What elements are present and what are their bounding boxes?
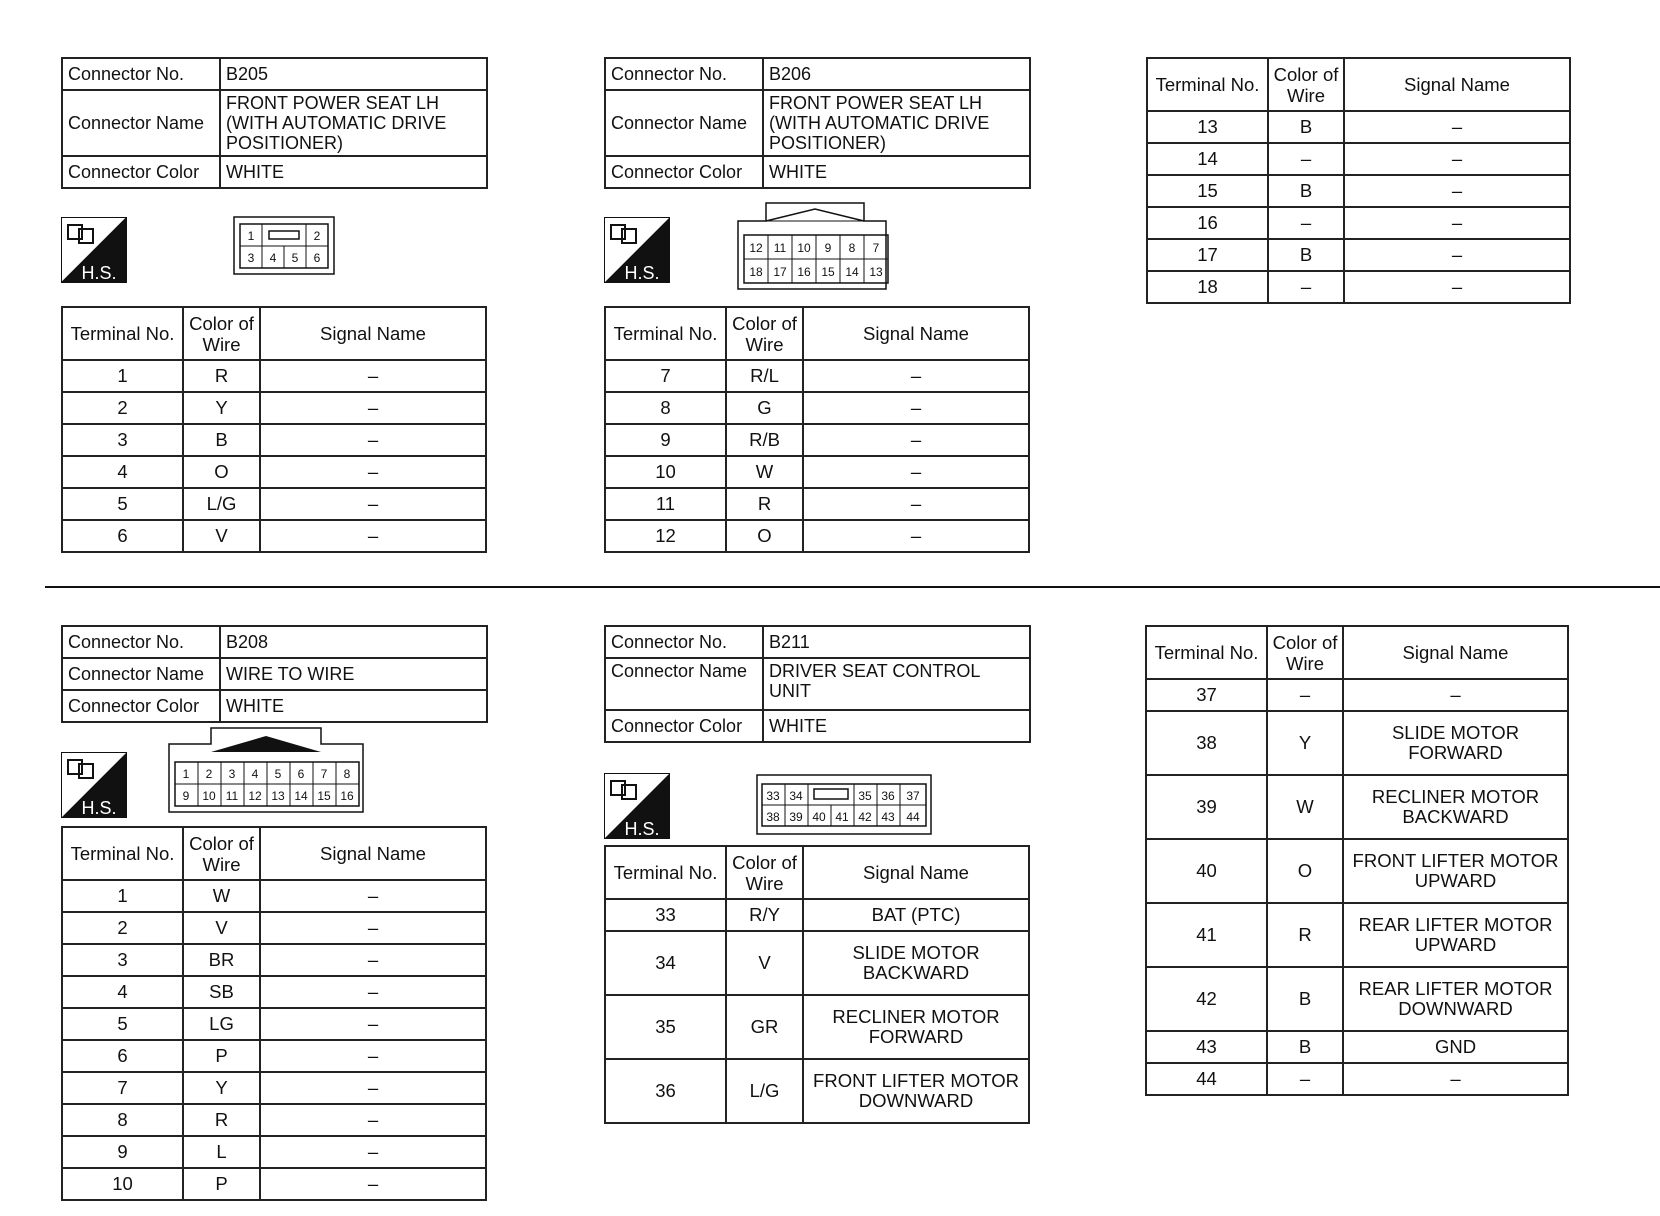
wire-color-cell: V [726, 931, 803, 995]
terminal-no-cell: 5 [62, 1008, 183, 1040]
wire-color-cell: G [726, 392, 803, 424]
wire-color-cell: R/Y [726, 899, 803, 931]
pin-label: 7 [872, 241, 880, 255]
wire-color-cell: R/B [726, 424, 803, 456]
signal-name-cell: – [260, 1104, 486, 1136]
terminal-no-cell: 16 [1147, 207, 1268, 239]
wire-color-cell: GR [726, 995, 803, 1059]
terminal-no-cell: 6 [62, 1040, 183, 1072]
wire-color-cell: L/G [183, 488, 260, 520]
b205-terminal-table [61, 306, 487, 553]
connector-name-label: Connector Name [62, 658, 220, 690]
b205-connector-face [233, 216, 335, 276]
signal-name-cell: – [1344, 143, 1570, 175]
pin-label: 4 [251, 767, 259, 781]
wire-color-cell: – [1267, 679, 1343, 711]
table-row [1146, 775, 1568, 839]
table-row [605, 424, 1029, 456]
connector-color-label: Connector Color [605, 156, 763, 188]
b206-terminal-table [604, 306, 1030, 553]
pin-label: 5 [291, 251, 299, 265]
wire-color-cell: Y [183, 392, 260, 424]
pin-label: 15 [821, 265, 835, 279]
signal-name-header: Signal Name [260, 307, 486, 360]
signal-name-cell: – [260, 1168, 486, 1200]
wire-color-cell: BR [183, 944, 260, 976]
pin-label: 39 [789, 810, 803, 824]
wire-color-cell: – [1268, 207, 1344, 239]
terminal-no-cell: 10 [605, 456, 726, 488]
b211-terminal-table [604, 845, 1030, 1124]
terminal-no-cell: 41 [1146, 903, 1267, 967]
signal-name-cell: – [260, 456, 486, 488]
connector-color-value: WHITE [220, 690, 487, 722]
signal-name-header: Signal Name [803, 846, 1029, 899]
terminal-no-header: Terminal No. [605, 846, 726, 899]
b208-connector-info [61, 625, 488, 723]
pin-label: 37 [906, 789, 920, 803]
wire-color-cell: LG [183, 1008, 260, 1040]
table-row [62, 488, 486, 520]
table-row [1146, 903, 1568, 967]
terminal-no-header: Terminal No. [605, 307, 726, 360]
table-row [1146, 711, 1568, 775]
pin-label: 18 [749, 265, 763, 279]
connector-color-value: WHITE [763, 156, 1030, 188]
pin-label: 10 [797, 241, 811, 255]
pin-label: 12 [248, 789, 262, 803]
signal-name-cell: – [803, 424, 1029, 456]
connector-no-value: B211 [763, 626, 1030, 658]
pin-label: 9 [182, 789, 190, 803]
terminal-no-cell: 4 [62, 456, 183, 488]
wire-color-cell: – [1267, 1063, 1343, 1095]
table-row [62, 456, 486, 488]
terminal-no-cell: 6 [62, 520, 183, 552]
table-row [1147, 111, 1570, 143]
pin-label: 8 [343, 767, 351, 781]
pin-label: 8 [848, 241, 856, 255]
terminal-no-cell: 12 [605, 520, 726, 552]
b211-terminal-table-continued [1145, 625, 1569, 1096]
terminal-no-cell: 7 [62, 1072, 183, 1104]
signal-name-cell: – [803, 520, 1029, 552]
signal-name-cell: – [260, 488, 486, 520]
table-row [62, 1136, 486, 1168]
signal-name-cell: – [260, 976, 486, 1008]
signal-name-cell: – [1343, 1063, 1568, 1095]
table-row [1147, 239, 1570, 271]
signal-name-cell: BAT (PTC) [803, 899, 1029, 931]
signal-name-cell: – [260, 520, 486, 552]
terminal-no-cell: 11 [605, 488, 726, 520]
b211-connector-face [756, 774, 932, 836]
wire-color-cell: L [183, 1136, 260, 1168]
color-of-wire-header: Color of Wire [726, 307, 803, 360]
table-row [62, 976, 486, 1008]
signal-name-header: Signal Name [1343, 626, 1568, 679]
table-row [62, 520, 486, 552]
terminal-no-cell: 43 [1146, 1031, 1267, 1063]
terminal-no-cell: 33 [605, 899, 726, 931]
signal-name-cell: – [260, 1136, 486, 1168]
pin-label: H.S. [81, 798, 117, 818]
pin-label: 35 [858, 789, 872, 803]
connector-no-value: B205 [220, 58, 487, 90]
pin-label: 17 [773, 265, 787, 279]
signal-name-cell: RECLINER MOTOR BACKWARD [1343, 775, 1568, 839]
pin-label: 43 [881, 810, 895, 824]
terminal-no-cell: 7 [605, 360, 726, 392]
signal-name-cell: – [1343, 679, 1568, 711]
table-row [605, 995, 1029, 1059]
signal-name-cell: RECLINER MOTOR FORWARD [803, 995, 1029, 1059]
pin-label: 12 [749, 241, 763, 255]
connector-color-label: Connector Color [62, 690, 220, 722]
table-row [605, 488, 1029, 520]
pin-label: 2 [205, 767, 213, 781]
terminal-no-cell: 37 [1146, 679, 1267, 711]
table-row [62, 1168, 486, 1200]
wire-color-cell: B [1268, 175, 1344, 207]
color-of-wire-header: Color of Wire [1268, 58, 1344, 111]
pin-label: 13 [869, 265, 883, 279]
wire-color-cell: O [726, 520, 803, 552]
signal-name-cell: – [260, 1072, 486, 1104]
wire-color-cell: P [183, 1168, 260, 1200]
table-row [62, 1104, 486, 1136]
connector-color-label: Connector Color [62, 156, 220, 188]
table-row [62, 944, 486, 976]
terminal-no-cell: 10 [62, 1168, 183, 1200]
pin-label: 5 [274, 767, 282, 781]
table-row [62, 1072, 486, 1104]
pin-label: 3 [228, 767, 236, 781]
pin-label: 4 [269, 251, 277, 265]
pin-label: 6 [297, 767, 305, 781]
table-row [1147, 271, 1570, 303]
table-row [605, 931, 1029, 995]
terminal-no-cell: 15 [1147, 175, 1268, 207]
terminal-no-cell: 2 [62, 392, 183, 424]
terminal-no-header: Terminal No. [1147, 58, 1268, 111]
terminal-no-cell: 39 [1146, 775, 1267, 839]
terminal-no-cell: 42 [1146, 967, 1267, 1031]
wire-color-cell: – [1268, 271, 1344, 303]
terminal-no-cell: 3 [62, 424, 183, 456]
connector-color-value: WHITE [220, 156, 487, 188]
b206-connector-face [736, 201, 894, 291]
terminal-no-header: Terminal No. [62, 827, 183, 880]
signal-name-cell: GND [1343, 1031, 1568, 1063]
color-of-wire-header: Color of Wire [1267, 626, 1343, 679]
b208-terminal-table [61, 826, 487, 1201]
terminal-no-cell: 8 [605, 392, 726, 424]
signal-name-cell: – [1344, 271, 1570, 303]
color-of-wire-header: Color of Wire [183, 307, 260, 360]
wire-color-cell: B [1268, 111, 1344, 143]
signal-name-cell: – [260, 912, 486, 944]
pin-label: 34 [789, 789, 803, 803]
pin-label: 15 [317, 789, 331, 803]
wire-color-cell: W [726, 456, 803, 488]
b206-connector-info [604, 57, 1031, 189]
terminal-no-header: Terminal No. [1146, 626, 1267, 679]
pin-label: H.S. [624, 263, 660, 283]
pin-label: 36 [881, 789, 895, 803]
terminal-no-cell: 40 [1146, 839, 1267, 903]
harness-side-icon [61, 217, 127, 283]
table-row [1146, 1031, 1568, 1063]
signal-name-cell: FRONT LIFTER MOTOR UPWARD [1343, 839, 1568, 903]
wire-color-cell: O [183, 456, 260, 488]
pin-label: 40 [812, 810, 826, 824]
pin-label: 11 [225, 789, 239, 803]
wire-color-cell: Y [1267, 711, 1343, 775]
wire-color-cell: R [183, 360, 260, 392]
table-row [1146, 679, 1568, 711]
terminal-no-cell: 36 [605, 1059, 726, 1123]
wire-color-cell: R/L [726, 360, 803, 392]
connector-name-label: Connector Name [605, 658, 763, 710]
table-row [62, 912, 486, 944]
signal-name-cell: – [1344, 207, 1570, 239]
signal-name-header: Signal Name [803, 307, 1029, 360]
b206-terminal-table-continued [1146, 57, 1571, 304]
table-row [1146, 967, 1568, 1031]
pin-label: 3 [247, 251, 255, 265]
table-row [1147, 175, 1570, 207]
signal-name-cell: – [803, 360, 1029, 392]
signal-name-cell: REAR LIFTER MOTOR UPWARD [1343, 903, 1568, 967]
connector-name-value: WIRE TO WIRE [220, 658, 487, 690]
signal-name-cell: REAR LIFTER MOTOR DOWNWARD [1343, 967, 1568, 1031]
connector-color-value: WHITE [763, 710, 1030, 742]
pin-label: 14 [845, 265, 859, 279]
terminal-no-cell: 35 [605, 995, 726, 1059]
section-divider [45, 586, 1660, 588]
signal-name-header: Signal Name [1344, 58, 1570, 111]
pin-label: 33 [766, 789, 780, 803]
b211-connector-info [604, 625, 1031, 743]
terminal-no-cell: 3 [62, 944, 183, 976]
signal-name-cell: – [803, 456, 1029, 488]
pin-label: 2 [313, 229, 321, 243]
signal-name-cell: – [260, 392, 486, 424]
table-row [605, 1059, 1029, 1123]
pin-label: 14 [294, 789, 308, 803]
connector-no-value: B206 [763, 58, 1030, 90]
pin-label: 38 [766, 810, 780, 824]
table-row [1146, 839, 1568, 903]
table-row [1146, 1063, 1568, 1095]
terminal-no-header: Terminal No. [62, 307, 183, 360]
pin-label: 1 [247, 229, 255, 243]
terminal-no-cell: 38 [1146, 711, 1267, 775]
table-row [605, 899, 1029, 931]
table-row [62, 360, 486, 392]
harness-side-icon [604, 773, 670, 839]
pin-label: 41 [835, 810, 849, 824]
wire-color-cell: P [183, 1040, 260, 1072]
pin-label: 42 [858, 810, 872, 824]
terminal-no-cell: 14 [1147, 143, 1268, 175]
terminal-no-cell: 9 [605, 424, 726, 456]
signal-name-cell: – [1344, 111, 1570, 143]
signal-name-header: Signal Name [260, 827, 486, 880]
wire-color-cell: V [183, 912, 260, 944]
terminal-no-cell: 17 [1147, 239, 1268, 271]
b208-connector-face [167, 726, 367, 814]
signal-name-cell: – [803, 392, 1029, 424]
signal-name-cell: SLIDE MOTOR FORWARD [1343, 711, 1568, 775]
hs-label: H.S. [81, 263, 117, 283]
wire-color-cell: W [183, 880, 260, 912]
table-row [62, 880, 486, 912]
harness-side-icon [61, 752, 127, 818]
terminal-no-cell: 1 [62, 360, 183, 392]
signal-name-cell: – [260, 424, 486, 456]
pin-label: 9 [824, 241, 832, 255]
terminal-no-cell: 2 [62, 912, 183, 944]
wire-color-cell: L/G [726, 1059, 803, 1123]
terminal-no-cell: 1 [62, 880, 183, 912]
table-row [62, 424, 486, 456]
wire-color-cell: B [1267, 967, 1343, 1031]
wire-color-cell: R [183, 1104, 260, 1136]
connector-color-label: Connector Color [605, 710, 763, 742]
pin-label: 10 [202, 789, 216, 803]
signal-name-cell: – [803, 488, 1029, 520]
signal-name-cell: FRONT LIFTER MOTOR DOWNWARD [803, 1059, 1029, 1123]
table-row [1147, 143, 1570, 175]
connector-no-label: Connector No. [62, 58, 220, 90]
table-row [605, 392, 1029, 424]
connector-no-label: Connector No. [605, 626, 763, 658]
pin-label: 11 [773, 241, 787, 255]
terminal-no-cell: 13 [1147, 111, 1268, 143]
color-of-wire-header: Color of Wire [726, 846, 803, 899]
terminal-no-cell: 8 [62, 1104, 183, 1136]
wire-color-cell: O [1267, 839, 1343, 903]
pin-label: H.S. [624, 819, 660, 839]
wire-color-cell: B [1268, 239, 1344, 271]
terminal-no-cell: 4 [62, 976, 183, 1008]
table-row [605, 520, 1029, 552]
wire-color-cell: R [726, 488, 803, 520]
wire-color-cell: V [183, 520, 260, 552]
terminal-no-cell: 5 [62, 488, 183, 520]
table-row [62, 1008, 486, 1040]
table-row [605, 456, 1029, 488]
wire-color-cell: Y [183, 1072, 260, 1104]
pin-label: 13 [271, 789, 285, 803]
signal-name-cell: – [260, 880, 486, 912]
b205-connector-info [61, 57, 488, 189]
signal-name-cell: – [260, 944, 486, 976]
connector-no-label: Connector No. [62, 626, 220, 658]
signal-name-cell: – [260, 1040, 486, 1072]
harness-side-icon [604, 217, 670, 283]
terminal-no-cell: 18 [1147, 271, 1268, 303]
terminal-no-cell: 9 [62, 1136, 183, 1168]
signal-name-cell: – [260, 1008, 486, 1040]
color-of-wire-header: Color of Wire [183, 827, 260, 880]
signal-name-cell: – [260, 360, 486, 392]
pin-label: 16 [340, 789, 354, 803]
pin-label: 44 [906, 810, 920, 824]
connector-name-value: DRIVER SEAT CONTROL UNIT [763, 658, 1030, 710]
signal-name-cell: SLIDE MOTOR BACKWARD [803, 931, 1029, 995]
wire-color-cell: B [183, 424, 260, 456]
signal-name-cell: – [1344, 175, 1570, 207]
connector-name-value: FRONT POWER SEAT LH (WITH AUTOMATIC DRIVE POSITIONER) [763, 90, 1030, 156]
wire-color-cell: SB [183, 976, 260, 1008]
wire-color-cell: W [1267, 775, 1343, 839]
table-row [1147, 207, 1570, 239]
wire-color-cell: R [1267, 903, 1343, 967]
table-row [62, 1040, 486, 1072]
signal-name-cell: – [1344, 239, 1570, 271]
terminal-no-cell: 44 [1146, 1063, 1267, 1095]
connector-no-value: B208 [220, 626, 487, 658]
table-row [62, 392, 486, 424]
terminal-no-cell: 34 [605, 931, 726, 995]
wire-color-cell: – [1268, 143, 1344, 175]
pin-label: 7 [320, 767, 328, 781]
pin-label: 16 [797, 265, 811, 279]
connector-no-label: Connector No. [605, 58, 763, 90]
table-row [605, 360, 1029, 392]
pin-label: 6 [313, 251, 321, 265]
pin-label: 1 [182, 767, 190, 781]
connector-name-label: Connector Name [605, 90, 763, 156]
connector-name-value: FRONT POWER SEAT LH (WITH AUTOMATIC DRIVE POSITIONER) [220, 90, 487, 156]
wire-color-cell: B [1267, 1031, 1343, 1063]
connector-name-label: Connector Name [62, 90, 220, 156]
